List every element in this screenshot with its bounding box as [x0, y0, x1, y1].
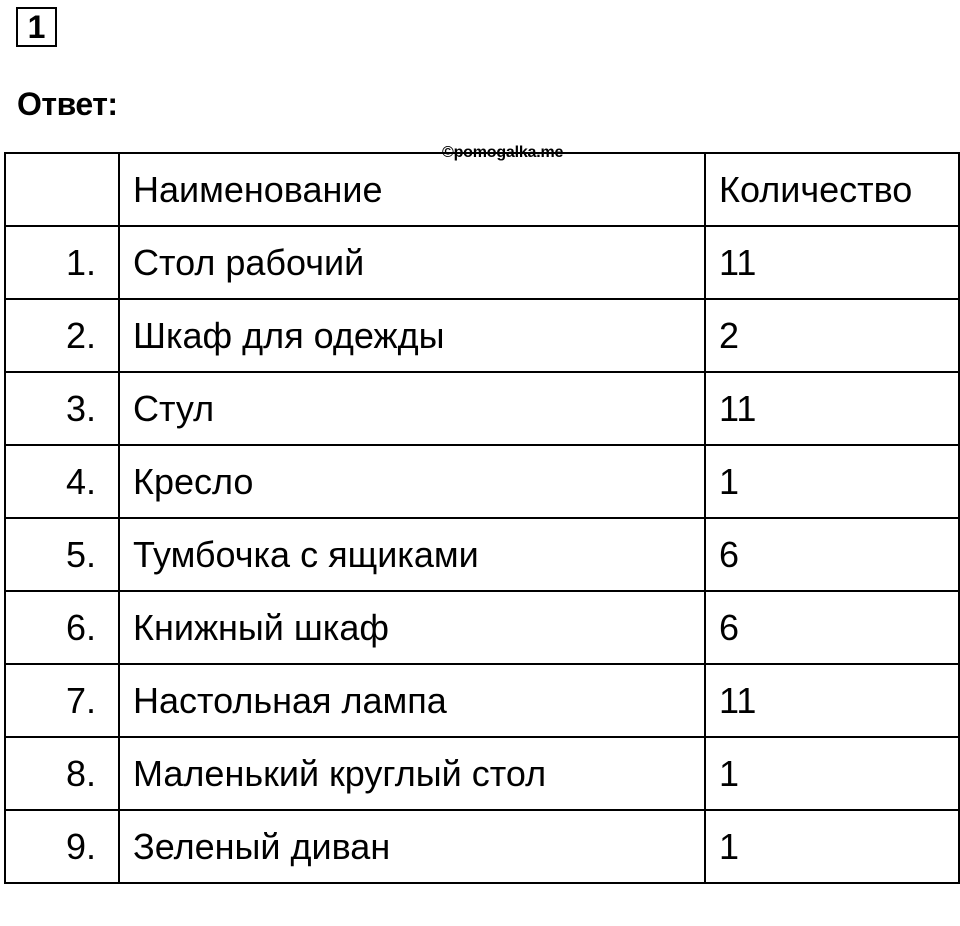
- row-name-cell: Стол рабочий: [119, 226, 705, 299]
- table-row: [5, 299, 959, 372]
- row-quantity-cell: 1: [705, 810, 959, 883]
- table-row: [5, 518, 959, 591]
- row-number-cell: 3.: [5, 372, 119, 445]
- row-name-cell: Кресло: [119, 445, 705, 518]
- row-name-cell: Стул: [119, 372, 705, 445]
- row-name-cell: Маленький круглый стол: [119, 737, 705, 810]
- row-name-cell: Зеленый диван: [119, 810, 705, 883]
- table-row: [5, 445, 959, 518]
- header-cell-name: Наименование: [119, 153, 705, 226]
- watermark: ©pomogalka.me: [442, 144, 564, 161]
- row-name-cell: Тумбочка с ящиками: [119, 518, 705, 591]
- table-row: [5, 664, 959, 737]
- row-number-cell: 9.: [5, 810, 119, 883]
- table-header-row: [5, 153, 959, 226]
- table-row: [5, 372, 959, 445]
- row-name-cell: Настольная лампа: [119, 664, 705, 737]
- row-number-cell: 6.: [5, 591, 119, 664]
- row-quantity-cell: 11: [705, 664, 959, 737]
- items-table: [4, 152, 960, 884]
- row-quantity-cell: 11: [705, 372, 959, 445]
- row-number-cell: 4.: [5, 445, 119, 518]
- answer-label: Ответ:: [17, 86, 118, 122]
- row-quantity-cell: 6: [705, 518, 959, 591]
- table-row: [5, 737, 959, 810]
- row-name-cell: Шкаф для одежды: [119, 299, 705, 372]
- row-quantity-cell: 2: [705, 299, 959, 372]
- header-cell-number: [5, 153, 119, 226]
- table-row: [5, 810, 959, 883]
- task-number-box: 1: [16, 7, 57, 47]
- row-number-cell: 2.: [5, 299, 119, 372]
- row-quantity-cell: 11: [705, 226, 959, 299]
- row-number-cell: 1.: [5, 226, 119, 299]
- header-cell-quantity: Количество: [705, 153, 959, 226]
- row-name-cell: Книжный шкаф: [119, 591, 705, 664]
- table-row: [5, 226, 959, 299]
- row-quantity-cell: 1: [705, 737, 959, 810]
- row-number-cell: 8.: [5, 737, 119, 810]
- row-quantity-cell: 6: [705, 591, 959, 664]
- table-row: [5, 591, 959, 664]
- row-number-cell: 7.: [5, 664, 119, 737]
- row-number-cell: 5.: [5, 518, 119, 591]
- row-quantity-cell: 1: [705, 445, 959, 518]
